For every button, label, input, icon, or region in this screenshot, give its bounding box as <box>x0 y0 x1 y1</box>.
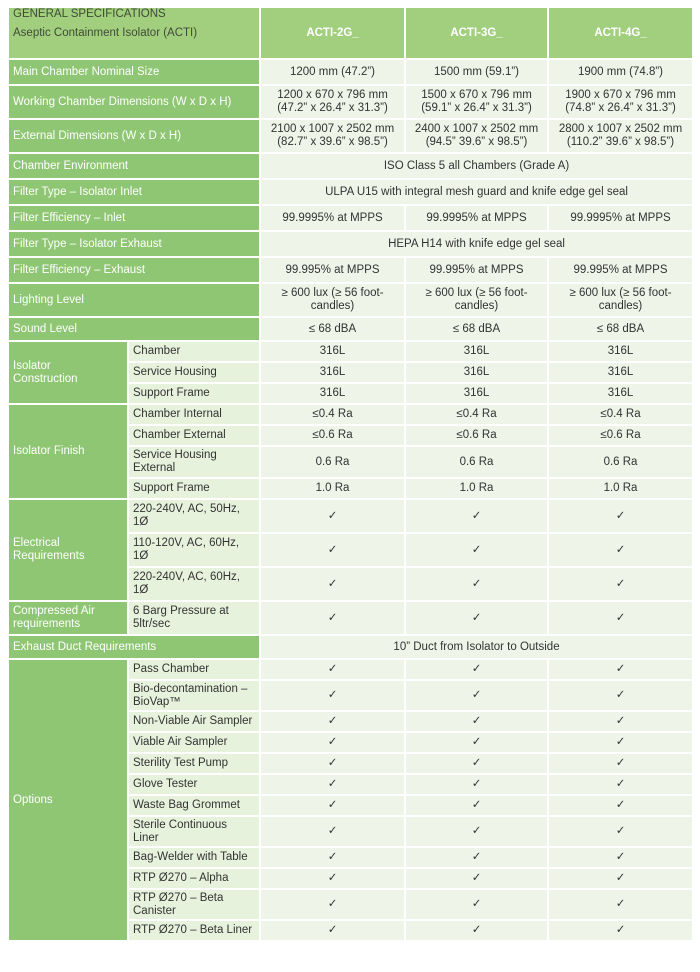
sub-label-line: Waste Bag Grommet <box>133 799 240 811</box>
value-cell: ≤0.6 Ra <box>406 426 547 445</box>
value-cell: ≤0.4 Ra <box>549 405 692 424</box>
sub-label <box>129 534 259 566</box>
table-row <box>9 60 692 84</box>
sub-label-line: Sterility Test Pump <box>133 757 229 769</box>
value-line: 1900 x 670 x 796 mm <box>565 89 676 101</box>
check-mark: ✓ <box>406 602 547 634</box>
sub-label <box>129 775 259 794</box>
value-cell: ≤0.4 Ra <box>406 405 547 424</box>
group-label-construction <box>9 342 127 403</box>
value-line: candles) <box>598 300 643 312</box>
value-cell <box>549 86 692 118</box>
value-line: 2100 x 1007 x 2502 mm <box>270 123 395 135</box>
group-label-line: Electrical <box>13 537 60 549</box>
spanning-value: ULPA U15 with integral mesh guard and knife edge gel seal <box>261 180 692 204</box>
value-cell: 99.9995% at MPPS <box>261 206 404 230</box>
table-row <box>9 284 692 316</box>
value-cell: 99.995% at MPPS <box>406 258 547 282</box>
check-mark: ✓ <box>549 602 692 634</box>
check-mark: ✓ <box>549 775 692 794</box>
value-line: (74.8” x 26.4” x 31.3”) <box>565 102 676 114</box>
group-label-line: requirements <box>13 618 81 630</box>
check-mark: ✓ <box>261 534 404 566</box>
check-mark: ✓ <box>549 712 692 731</box>
check-mark: ✓ <box>406 796 547 815</box>
check-mark: ✓ <box>406 712 547 731</box>
sub-label <box>129 921 259 940</box>
group-label-line: Construction <box>13 372 78 385</box>
check-mark: ✓ <box>261 660 404 679</box>
check-mark: ✓ <box>549 534 692 566</box>
sub-label <box>129 681 259 710</box>
check-mark: ✓ <box>261 754 404 773</box>
value-cell: 99.995% at MPPS <box>261 258 404 282</box>
specifications-table <box>7 6 694 942</box>
sub-label-line: Canister <box>133 904 176 917</box>
check-mark: ✓ <box>406 869 547 888</box>
check-mark: ✓ <box>406 568 547 600</box>
sub-label-line: BioVap™ <box>133 695 181 708</box>
value-cell: 316L <box>549 384 692 403</box>
title-line-1: GENERAL SPECIFICATIONS <box>13 8 166 20</box>
value-line: ≥ 600 lux (≥ 56 foot- <box>425 287 528 299</box>
check-mark: ✓ <box>261 817 404 846</box>
group-label-line: Compressed Air <box>13 605 95 617</box>
check-mark: ✓ <box>406 890 547 919</box>
group-label-line: Isolator <box>13 359 51 372</box>
value-cell: 316L <box>261 363 404 382</box>
check-mark: ✓ <box>549 890 692 919</box>
value-line: (94.5” 39.6” x 98.5”) <box>425 136 528 148</box>
sub-label-line: 220-240V, AC, 60Hz, <box>133 571 240 583</box>
sub-label-line: Pass Chamber <box>133 663 210 675</box>
value-line: (47.2” x 26.4” x 31.3”) <box>277 102 388 114</box>
check-mark: ✓ <box>406 775 547 794</box>
value-cell: 1.0 Ra <box>406 479 547 498</box>
spanning-value: ISO Class 5 all Chambers (Grade A) <box>261 154 692 178</box>
row-label: Working Chamber Dimensions (W x D x H) <box>9 86 259 118</box>
check-mark: ✓ <box>549 681 692 710</box>
check-mark: ✓ <box>406 534 547 566</box>
table-row <box>9 342 692 361</box>
sub-label <box>129 733 259 752</box>
table-row <box>9 602 692 634</box>
sub-label-line: 1Ø <box>133 584 149 596</box>
sub-label-line: Support Frame <box>133 482 210 494</box>
table-title <box>9 8 259 58</box>
sub-label <box>129 796 259 815</box>
check-mark: ✓ <box>549 869 692 888</box>
sub-label-line: 1Ø <box>133 550 149 562</box>
group-label-line: Requirements <box>13 550 85 562</box>
value-cell: ≤ 68 dBA <box>406 318 547 340</box>
check-mark: ✓ <box>406 500 547 532</box>
row-label: Exhaust Duct Requirements <box>9 636 259 658</box>
value-line: candles) <box>454 300 499 312</box>
sub-label-line: RTP Ø270 – Beta Liner <box>133 924 253 936</box>
sub-label <box>129 869 259 888</box>
value-cell <box>406 284 547 316</box>
group-label-electrical <box>9 500 127 600</box>
check-mark: ✓ <box>406 681 547 710</box>
check-mark: ✓ <box>549 817 692 846</box>
check-mark: ✓ <box>261 869 404 888</box>
sub-label <box>129 712 259 731</box>
row-label: Main Chamber Nominal Size <box>9 60 259 84</box>
title-line-2: Aseptic Containment Isolator (ACTI) <box>13 27 198 39</box>
table-row <box>9 318 692 340</box>
check-mark: ✓ <box>261 602 404 634</box>
sub-label <box>129 447 259 477</box>
check-mark: ✓ <box>261 733 404 752</box>
value-cell: ≤0.4 Ra <box>261 405 404 424</box>
check-mark: ✓ <box>549 848 692 867</box>
value-cell <box>406 86 547 118</box>
sub-label-line: Chamber External <box>133 429 226 441</box>
sub-label <box>129 602 259 634</box>
value-cell: 99.9995% at MPPS <box>406 206 547 230</box>
check-mark: ✓ <box>549 568 692 600</box>
value-cell: 316L <box>549 342 692 361</box>
sub-label-line: Sterile Continuous <box>133 818 227 831</box>
check-mark: ✓ <box>549 733 692 752</box>
check-mark: ✓ <box>406 754 547 773</box>
check-mark: ✓ <box>549 921 692 940</box>
value-line: (110.2” 39.6” x 98.5”) <box>566 136 675 148</box>
value-line: (59.1” x 26.4” x 31.3”) <box>421 102 532 114</box>
value-cell: ≤ 68 dBA <box>261 318 404 340</box>
sub-label-line: Liner <box>133 831 159 844</box>
check-mark: ✓ <box>261 500 404 532</box>
table-row <box>9 120 692 152</box>
value-cell: ≤ 68 dBA <box>549 318 692 340</box>
check-mark: ✓ <box>549 754 692 773</box>
value-cell: 0.6 Ra <box>549 447 692 477</box>
value-cell: 99.9995% at MPPS <box>549 206 692 230</box>
value-cell: 1.0 Ra <box>549 479 692 498</box>
sub-label-line: External <box>133 462 176 474</box>
sub-label-line: Non-Viable Air Sampler <box>133 715 253 727</box>
check-mark: ✓ <box>406 660 547 679</box>
value-cell <box>261 86 404 118</box>
group-label-options: Options <box>9 660 127 940</box>
check-mark: ✓ <box>261 568 404 600</box>
value-line: ≥ 600 lux (≥ 56 foot- <box>281 287 384 299</box>
table-row <box>9 206 692 230</box>
sub-label <box>129 405 259 424</box>
row-label: Filter Efficiency – Inlet <box>9 206 259 230</box>
check-mark: ✓ <box>406 733 547 752</box>
row-label: Sound Level <box>9 318 259 340</box>
sub-label-line: 6 Barg Pressure at <box>133 605 229 617</box>
sub-label <box>129 568 259 600</box>
value-line: (82.7” x 39.6” x 98.5”) <box>277 136 388 148</box>
sub-label: Support Frame <box>129 384 259 403</box>
group-label-finish: Isolator Finish <box>9 405 127 498</box>
sub-label-line: RTP Ø270 – Beta <box>133 891 224 904</box>
value-line: 2800 x 1007 x 2502 mm <box>558 123 683 135</box>
value-line: 1500 x 670 x 796 mm <box>421 89 532 101</box>
table-row <box>9 154 692 178</box>
check-mark: ✓ <box>261 848 404 867</box>
value-cell: ≤0.6 Ra <box>549 426 692 445</box>
model-header-4g: ACTI-4G_ <box>549 8 692 58</box>
sub-label-line: Bio-decontamination – <box>133 682 248 695</box>
value-cell: 316L <box>406 363 547 382</box>
sub-label-line: 220-240V, AC, 50Hz, <box>133 503 240 515</box>
value-cell: 316L <box>406 384 547 403</box>
spanning-value: HEPA H14 with knife edge gel seal <box>261 232 692 256</box>
value-cell <box>261 120 404 152</box>
sub-label <box>129 426 259 445</box>
value-cell: 1200 mm (47.2”) <box>261 60 404 84</box>
sub-label-line: 5ltr/sec <box>133 618 171 630</box>
table-row <box>9 86 692 118</box>
sub-label-line: Chamber Internal <box>133 408 222 420</box>
table-row <box>9 660 692 679</box>
check-mark: ✓ <box>549 660 692 679</box>
table-row <box>9 258 692 282</box>
row-label: External Dimensions (W x D x H) <box>9 120 259 152</box>
sub-label: Service Housing <box>129 363 259 382</box>
table-row <box>9 500 692 532</box>
sub-label <box>129 848 259 867</box>
check-mark: ✓ <box>549 500 692 532</box>
value-cell: ≤0.6 Ra <box>261 426 404 445</box>
check-mark: ✓ <box>261 796 404 815</box>
value-cell <box>549 284 692 316</box>
row-label: Chamber Environment <box>9 154 259 178</box>
check-mark: ✓ <box>549 796 692 815</box>
check-mark: ✓ <box>406 848 547 867</box>
sub-label-line: Service Housing <box>133 449 217 461</box>
value-line: candles) <box>310 300 355 312</box>
value-cell: 99.995% at MPPS <box>549 258 692 282</box>
sub-label <box>129 817 259 846</box>
value-cell: 316L <box>406 342 547 361</box>
sub-label-line: 110-120V, AC, 60Hz, <box>133 537 240 549</box>
value-line: 2400 x 1007 x 2502 mm <box>414 123 539 135</box>
row-label: Filter Type – Isolator Exhaust <box>9 232 259 256</box>
check-mark: ✓ <box>261 712 404 731</box>
check-mark: ✓ <box>406 817 547 846</box>
sub-label-line: Glove Tester <box>133 778 198 790</box>
table-row <box>9 636 692 658</box>
value-cell: 1500 mm (59.1”) <box>406 60 547 84</box>
value-cell: 0.6 Ra <box>406 447 547 477</box>
group-label-compressed-air <box>9 602 127 634</box>
sub-label-line: Bag-Welder with Table <box>133 851 248 863</box>
check-mark: ✓ <box>261 921 404 940</box>
value-cell: 0.6 Ra <box>261 447 404 477</box>
sub-label-line: 1Ø <box>133 516 149 528</box>
check-mark: ✓ <box>261 681 404 710</box>
value-cell: 316L <box>261 384 404 403</box>
value-line: 1200 x 670 x 796 mm <box>277 89 388 101</box>
spanning-value: 10” Duct from Isolator to Outside <box>261 636 692 658</box>
value-line: ≥ 600 lux (≥ 56 foot- <box>569 287 672 299</box>
check-mark: ✓ <box>261 890 404 919</box>
value-cell <box>261 284 404 316</box>
sub-label-line: RTP Ø270 – Alpha <box>133 872 229 884</box>
check-mark: ✓ <box>261 775 404 794</box>
sub-label <box>129 890 259 919</box>
value-cell: 316L <box>549 363 692 382</box>
sub-label: Chamber <box>129 342 259 361</box>
sub-label-line: Viable Air Sampler <box>133 736 228 748</box>
sub-label <box>129 660 259 679</box>
sub-label <box>129 479 259 498</box>
sub-label <box>129 500 259 532</box>
value-cell: 316L <box>261 342 404 361</box>
model-header-2g: ACTI-2G_ <box>261 8 404 58</box>
row-label: Filter Type – Isolator Inlet <box>9 180 259 204</box>
value-cell <box>406 120 547 152</box>
table-row <box>9 232 692 256</box>
model-header-3g: ACTI-3G_ <box>406 8 547 58</box>
row-label: Filter Efficiency – Exhaust <box>9 258 259 282</box>
value-cell: 1.0 Ra <box>261 479 404 498</box>
sub-label <box>129 754 259 773</box>
check-mark: ✓ <box>406 921 547 940</box>
value-cell: 1900 mm (74.8”) <box>549 60 692 84</box>
row-label: Lighting Level <box>9 284 259 316</box>
value-cell <box>549 120 692 152</box>
table-row <box>9 180 692 204</box>
table-row <box>9 405 692 424</box>
